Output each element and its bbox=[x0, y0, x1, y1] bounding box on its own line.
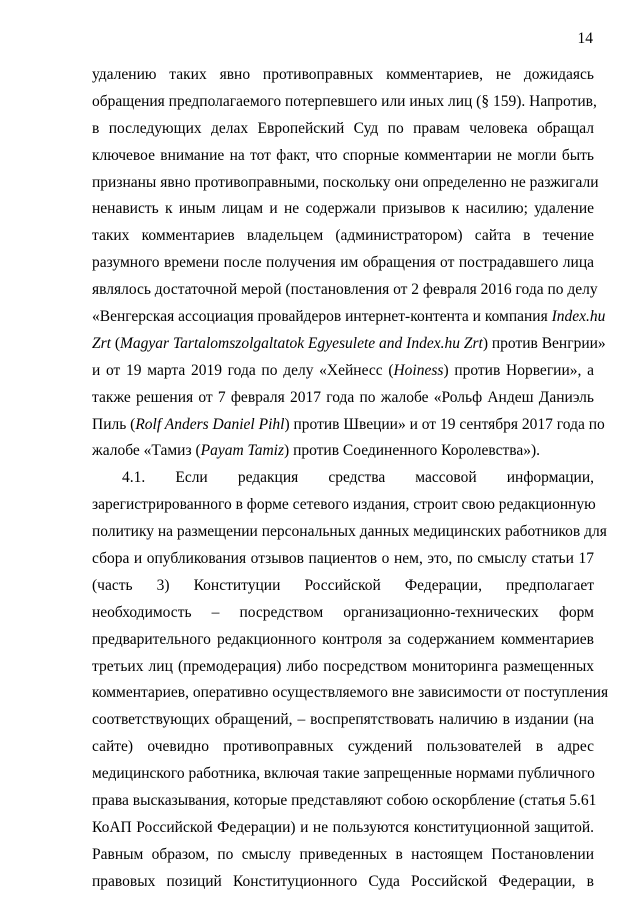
text-line: третьих лиц (премодерация) либо посредством мониторинга размещенных bbox=[92, 657, 594, 675]
italic-segment: Index.hu bbox=[551, 308, 606, 326]
italic-segment: Payam Tamiz bbox=[200, 442, 285, 460]
page-number: 14 bbox=[577, 30, 593, 47]
text-segment: и от 19 марта 2019 года по делу «Хейнесс ( bbox=[92, 361, 394, 379]
text-line: Равным образом, по смыслу приведенных в настоящем Постановлении bbox=[92, 845, 594, 863]
text-line bbox=[92, 412, 605, 439]
text-line: ненависть к иным лицам и не содержали призывов к насилию; удаление bbox=[92, 200, 594, 218]
text-line: также решения от 7 февраля 2017 года по жалобе «Рольф Андеш Даниэль bbox=[92, 388, 594, 406]
text-line: комментариев, оперативно осуществляемого вне зависимости от поступления bbox=[92, 684, 609, 702]
text-segment: Пиль ( bbox=[92, 415, 136, 433]
text-line: признаны явно противоправными, поскольку они определенно не разжигали bbox=[92, 173, 599, 191]
text-segment: ) против Швеции» и от 19 сентября 2017 года по bbox=[284, 415, 605, 433]
text-line: КоАП Российской Федерации) и не пользуются конституционной защитой. bbox=[92, 818, 594, 836]
text-line: сбора и опубликования отзывов пациентов о нем, это, по смыслу статьи 17 bbox=[92, 550, 594, 568]
text-segment: ( bbox=[110, 334, 121, 352]
paragraph-4-1 bbox=[92, 465, 609, 895]
text-line: права высказывания, которые представляют собою оскорбление (статья 5.61 bbox=[92, 792, 597, 810]
italic-segment: Hoiness bbox=[393, 361, 444, 379]
text-segment: ) против Венгрии» bbox=[482, 334, 606, 352]
text-line: необходимость – посредством организационно-технических форм bbox=[92, 603, 594, 621]
text-line: политику на размещении персональных данных медицинских работников для bbox=[92, 523, 607, 541]
text-line: сайте) очевидно противоправных суждений пользователей в адрес bbox=[92, 738, 594, 756]
italic-segment: Rolf Anders Daniel Pihl bbox=[135, 415, 285, 433]
text-line: удалению таких явно противоправных комментариев, не дожидаясь bbox=[92, 66, 594, 83]
document-body bbox=[92, 62, 609, 896]
text-line: ключевое внимание на тот факт, что спорные комментарии не могли быть bbox=[92, 146, 594, 164]
text-line: правовых позиций Конституционного Суда Российской Федерации, в bbox=[92, 872, 594, 890]
text-line: являлось достаточной мерой (постановления от 2 февраля 2016 года по делу bbox=[92, 281, 598, 299]
text-line: соответствующих обращений, – воспрепятствовать наличию в издании (на bbox=[92, 711, 594, 729]
text-line: 4.1. Если редакция средства массовой информации, bbox=[122, 469, 594, 487]
italic-segment: Magyar Tartalomszolgaltatok Egyesulete and Index.hu Zrt bbox=[120, 334, 483, 352]
text-line: (часть 3) Конституции Российской Федерации, предполагает bbox=[92, 576, 594, 594]
text-line bbox=[92, 358, 594, 385]
paragraph-1 bbox=[92, 62, 606, 465]
text-line: разумного времени после получения им обращения от пострадавшего лица bbox=[92, 254, 594, 272]
text-segment: ) против Соединенного Королевства»). bbox=[284, 442, 541, 460]
text-line: таких комментариев владельцем (администратором) сайта в течение bbox=[92, 227, 594, 245]
italic-segment: Zrt bbox=[92, 334, 111, 352]
text-line: в последующих делах Европейский Суд по правам человека обращал bbox=[92, 119, 594, 137]
text-segment: «Венгерская ассоциация провайдеров интернет-контента и компания bbox=[92, 308, 552, 326]
text-line bbox=[92, 331, 606, 358]
text-line bbox=[92, 438, 594, 465]
text-line: медицинского работника, включая такие запрещенные нормами публичного bbox=[92, 765, 595, 783]
text-line: обращения предполагаемого потерпевшего или иных лиц (§ 159). Напротив, bbox=[92, 92, 597, 110]
text-line: зарегистрированного в форме сетевого издания, строит свою редакционную bbox=[92, 496, 596, 514]
text-line bbox=[92, 304, 606, 331]
text-line: предварительного редакционного контроля за содержанием комментариев bbox=[92, 630, 594, 648]
text-segment: ) против Норвегии», а bbox=[443, 361, 594, 379]
text-segment: жалобе «Тамиз ( bbox=[92, 442, 201, 460]
